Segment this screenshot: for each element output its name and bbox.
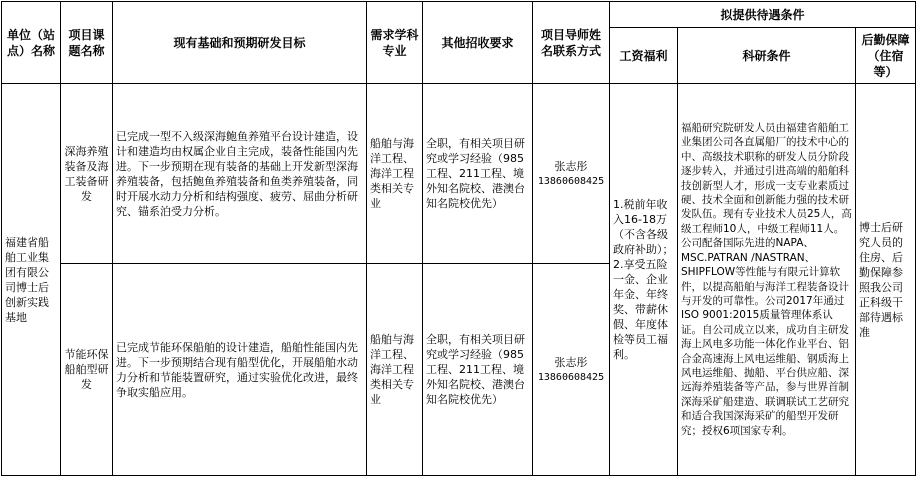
recruitment-table <box>1 1 916 476</box>
mentor-phone: 13860608425 <box>537 371 605 383</box>
header-salary: 工资福利 <box>610 28 678 84</box>
major-cell: 船舶与海洋工程、海洋工程类相关专业 <box>367 264 423 476</box>
unit-cell: 福建省船舶工业集团有限公司博士后创新实践基地 <box>2 84 61 476</box>
research-cell: 福船研究院研发人员由福建省船舶工业集团公司各直属船厂的技术中心的中、高级技术职称的研发人员分阶段逐步转入，并通过引进高端的船舶科技创新型人才，形成一支专业素质过硬、技术全面和创新能力强的技术研发队伍。现有专业技术人员25人，高级工程师10人，中级工程师11人。公司配备国际先进的NAPA、MSC.PATRAN /NASTRAN、SHIPFLOW等性能与有限元计算软件，以提高船舶与海洋工程装备设计与开发的可靠性。公司2017年通过ISO 9001:2015质量管理体系认证。自公司成立以来，成功自主研发海上风电多功能一体化作业平台、铝合金高速海上风电运维船、钢质海上风电运维船、抛船、平台供应船、深远海养殖装备等产品，参与世界首制深海采矿船建造、联调联试工艺研究和适合我国深海采矿的船型开发研究；授权6项国家专利。 <box>678 84 856 476</box>
header-goal: 现有基础和预期研发目标 <box>113 2 367 84</box>
header-unit: 单位（站点）名称 <box>2 2 61 84</box>
other-requirements-cell: 全职，有相关项目研究或学习经验（985工程、211工程、境外知名院校、港澳台知名院校优先） <box>423 84 533 264</box>
goal-cell: 已完成节能环保船舶的设计建造，船舶性能国内先进。下一步预期结合现有船型优化，开展船舶水动力分析和节能装置研究，通过实验优化改进，最终争取实船应用。 <box>113 264 367 476</box>
mentor-cell <box>533 84 610 264</box>
header-research: 科研条件 <box>678 28 856 84</box>
project-cell: 节能环保船舶型研发 <box>61 264 113 476</box>
logistics-cell: 博士后研究人员的住房、后勤保障参照我公司正科级干部待遇标准 <box>856 84 916 476</box>
salary-cell: 1.税前年收入16-18万（不含各级政府补助）； 2.享受五险一金、企业年金、年终奖、带薪休假、年度体检等员工福利。 <box>610 84 678 476</box>
mentor-name: 张志彤 <box>554 159 588 173</box>
header-benefits-group: 拟提供待遇条件 <box>610 2 916 28</box>
mentor-name: 张志彤 <box>554 355 588 369</box>
major-cell: 船舶与海洋工程、海洋工程类相关专业 <box>367 84 423 264</box>
header-other: 其他招收要求 <box>423 2 533 84</box>
mentor-phone: 13860608425 <box>537 175 605 187</box>
header-project: 项目课题名称 <box>61 2 113 84</box>
header-major: 需求学科专业 <box>367 2 423 84</box>
goal-cell: 已完成一型不入级深海鲍鱼养殖平台设计建造，设计和建造均由权属企业自主完成，装备性能国内先进。下一步预期在现有装备的基础上开发新型深海养殖装备，包括鲍鱼养殖装备和鱼类养殖装备，同时开展水动力分析和结构强度、疲劳、屈曲分析研究、锚系泊受力分析。 <box>113 84 367 264</box>
header-logistics: 后勤保障（住宿等） <box>856 28 916 84</box>
project-cell: 深海养殖装备及海工装备研发 <box>61 84 113 264</box>
table-row <box>2 84 916 264</box>
mentor-cell <box>533 264 610 476</box>
header-mentor: 项目导师姓名联系方式 <box>533 2 610 84</box>
other-requirements-cell: 全职，有相关项目研究或学习经验（985工程、211工程、境外知名院校、港澳台知名院校优先） <box>423 264 533 476</box>
